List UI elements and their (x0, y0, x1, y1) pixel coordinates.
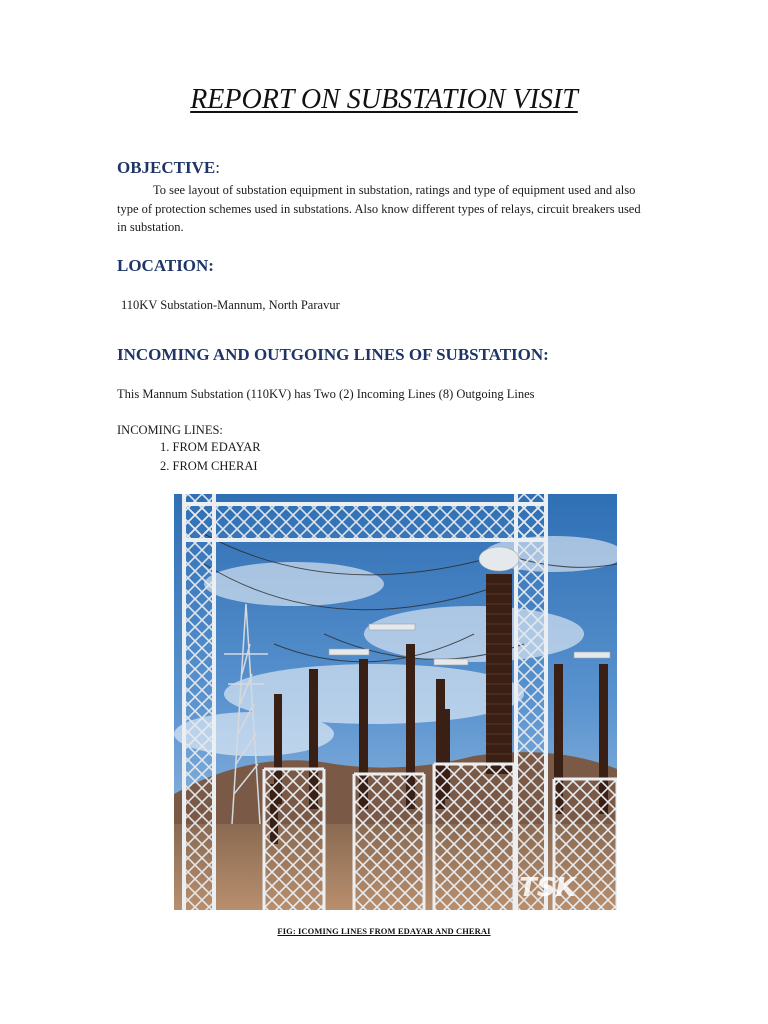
substation-photo (174, 494, 617, 910)
objective-text: To see layout of substation equipment in substation, ratings and type of equipment used and also type of protection schemes used in substations. Also know different types of relays, circuit breakers used in substation. (117, 183, 641, 234)
location-text: 110KV Substation-Mannum, North Paravur (121, 298, 340, 312)
lines-heading: INCOMING AND OUTGOING LINES OF SUBSTATION: (117, 345, 549, 364)
incoming-item-1: 1. FROM EDAYAR (160, 440, 261, 454)
incoming-item-2: 2. FROM CHERAI (160, 459, 258, 473)
photo-watermark: TSK (519, 873, 576, 903)
objective-heading (117, 158, 220, 178)
objective-heading-text: OBJECTIVE (117, 158, 216, 177)
incoming-label: INCOMING LINES: (117, 423, 223, 437)
report-title: REPORT ON SUBSTATION VISIT (190, 84, 578, 115)
lines-summary: This Mannum Substation (110KV) has Two (2) Incoming Lines (8) Outgoing Lines (117, 387, 535, 401)
objective-heading-colon: : (215, 158, 220, 177)
location-heading: LOCATION: (117, 256, 214, 275)
figure-caption: FIG: ICOMING LINES FROM EDAYAR AND CHERAI (277, 926, 491, 936)
